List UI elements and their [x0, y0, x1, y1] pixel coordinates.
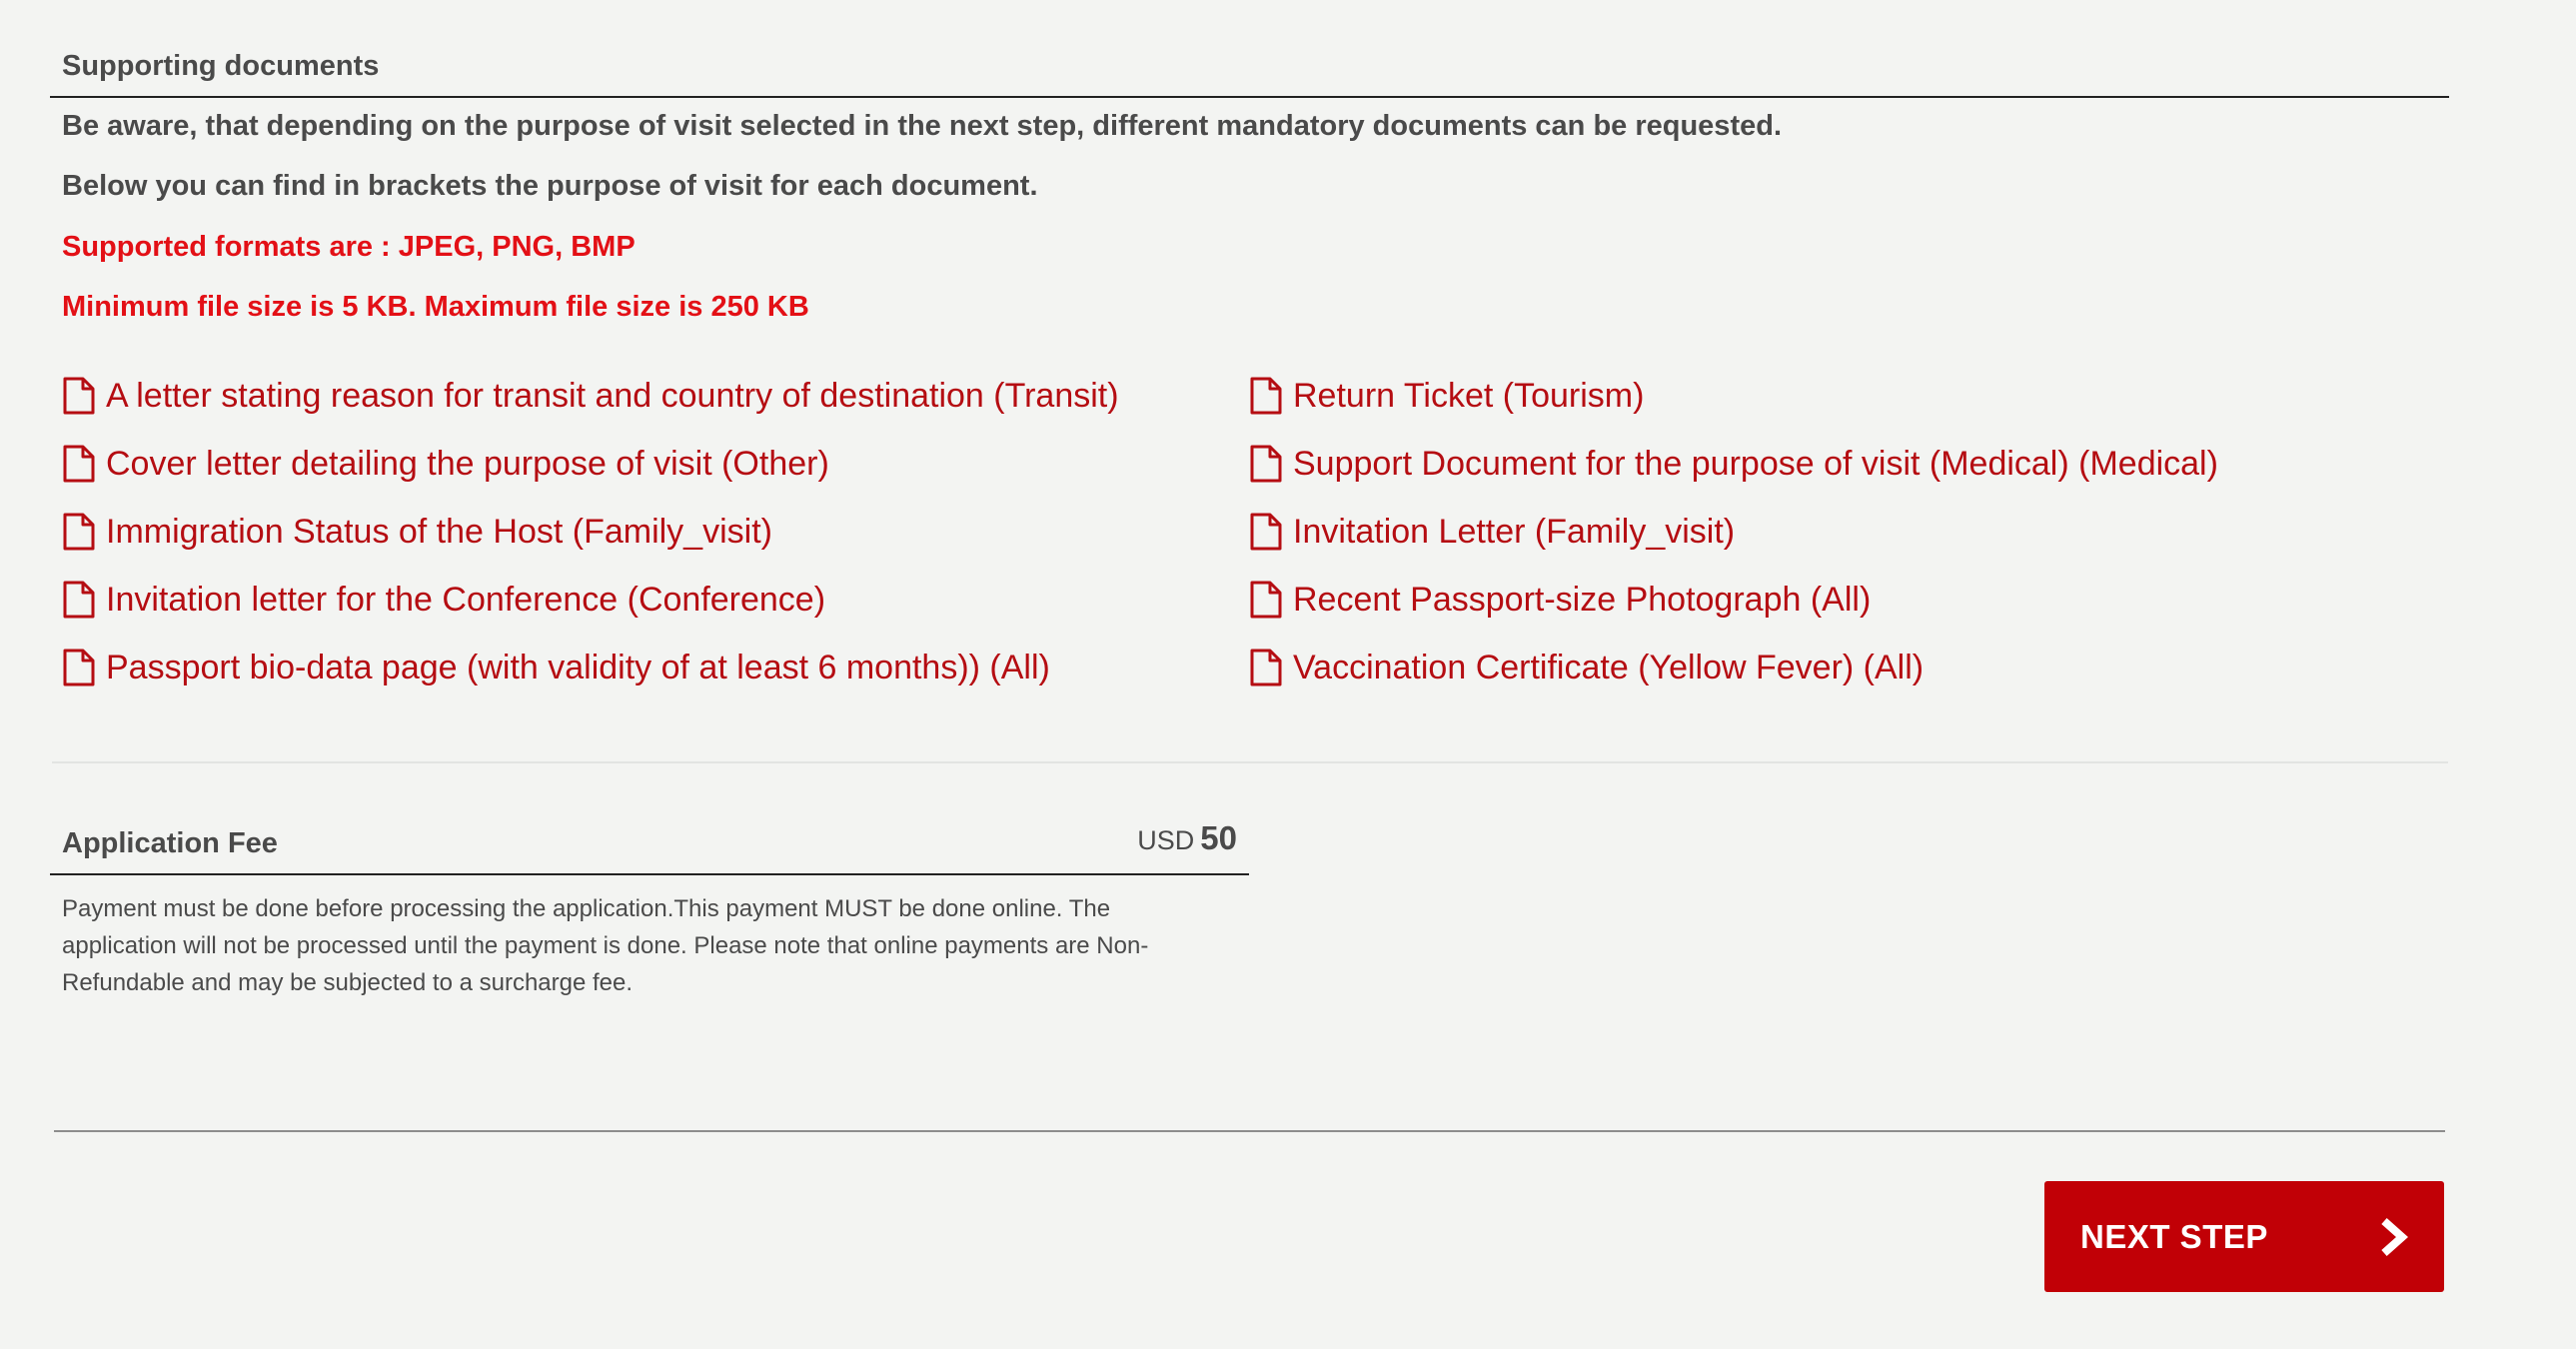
document-label: Vaccination Certificate (Yellow Fever) (All) [1293, 648, 1925, 686]
document-label: Invitation letter for the Conference (Conference) [106, 580, 826, 619]
fee-currency: USD [1137, 825, 1195, 855]
section-divider [52, 761, 2448, 763]
chevron-right-icon [2378, 1217, 2408, 1257]
next-step-label: NEXT STEP [2080, 1217, 2268, 1255]
document-item[interactable] [62, 430, 1119, 498]
document-item[interactable] [1249, 362, 2218, 430]
document-item[interactable] [1249, 566, 2218, 634]
document-item[interactable] [1249, 498, 2218, 566]
file-icon [62, 445, 96, 483]
file-icon [62, 581, 96, 619]
section-title-divider [50, 96, 2449, 98]
document-label: Passport bio-data page (with validity of at least 6 months)) (All) [106, 648, 1050, 686]
document-item[interactable] [1249, 430, 2218, 498]
document-label: A letter stating reason for transit and country of destination (Transit) [106, 376, 1119, 415]
document-item[interactable] [62, 566, 1119, 634]
document-item[interactable] [62, 362, 1119, 430]
document-item[interactable] [1249, 634, 2218, 701]
file-icon [1249, 513, 1283, 551]
application-fee-label: Application Fee [62, 827, 278, 859]
purpose-notice: Be aware, that depending on the purpose of visit selected in the next step, different mandatory documents can be requested. [62, 110, 1782, 142]
file-icon [1249, 649, 1283, 686]
document-label: Support Document for the purpose of visit (Medical) (Medical) [1293, 444, 2218, 483]
application-fee-amount [1137, 819, 1237, 857]
document-list-left [62, 362, 1119, 701]
file-size-notice: Minimum file size is 5 KB. Maximum file size is 250 KB [62, 291, 809, 323]
supported-formats-notice: Supported formats are : JPEG, PNG, BMP [62, 231, 636, 263]
file-icon [1249, 377, 1283, 415]
file-icon [62, 513, 96, 551]
document-item[interactable] [62, 498, 1119, 566]
file-icon [62, 649, 96, 686]
payment-note: Payment must be done before processing the application.This payment MUST be done online. The application will not be processed until the payment is done. Please note that online payments are Non-Refundable and may be subjected to a surcharge fee. [62, 895, 1149, 996]
document-label: Cover letter detailing the purpose of visit (Other) [106, 444, 829, 483]
application-fee-header [50, 819, 1249, 875]
document-label: Return Ticket (Tourism) [1293, 376, 1645, 415]
document-list-right [1249, 362, 2218, 701]
footer-divider [54, 1130, 2445, 1132]
document-label: Immigration Status of the Host (Family_visit) [106, 512, 772, 551]
file-icon [62, 377, 96, 415]
file-icon [1249, 445, 1283, 483]
file-icon [1249, 581, 1283, 619]
next-step-button[interactable] [2044, 1181, 2444, 1292]
document-label: Recent Passport-size Photograph (All) [1293, 580, 1872, 619]
document-label: Invitation Letter (Family_visit) [1293, 512, 1736, 551]
brackets-notice: Below you can find in brackets the purpose of visit for each document. [62, 170, 1038, 202]
document-item[interactable] [62, 634, 1119, 701]
supporting-documents-title: Supporting documents [62, 50, 380, 82]
fee-value: 50 [1200, 819, 1237, 856]
